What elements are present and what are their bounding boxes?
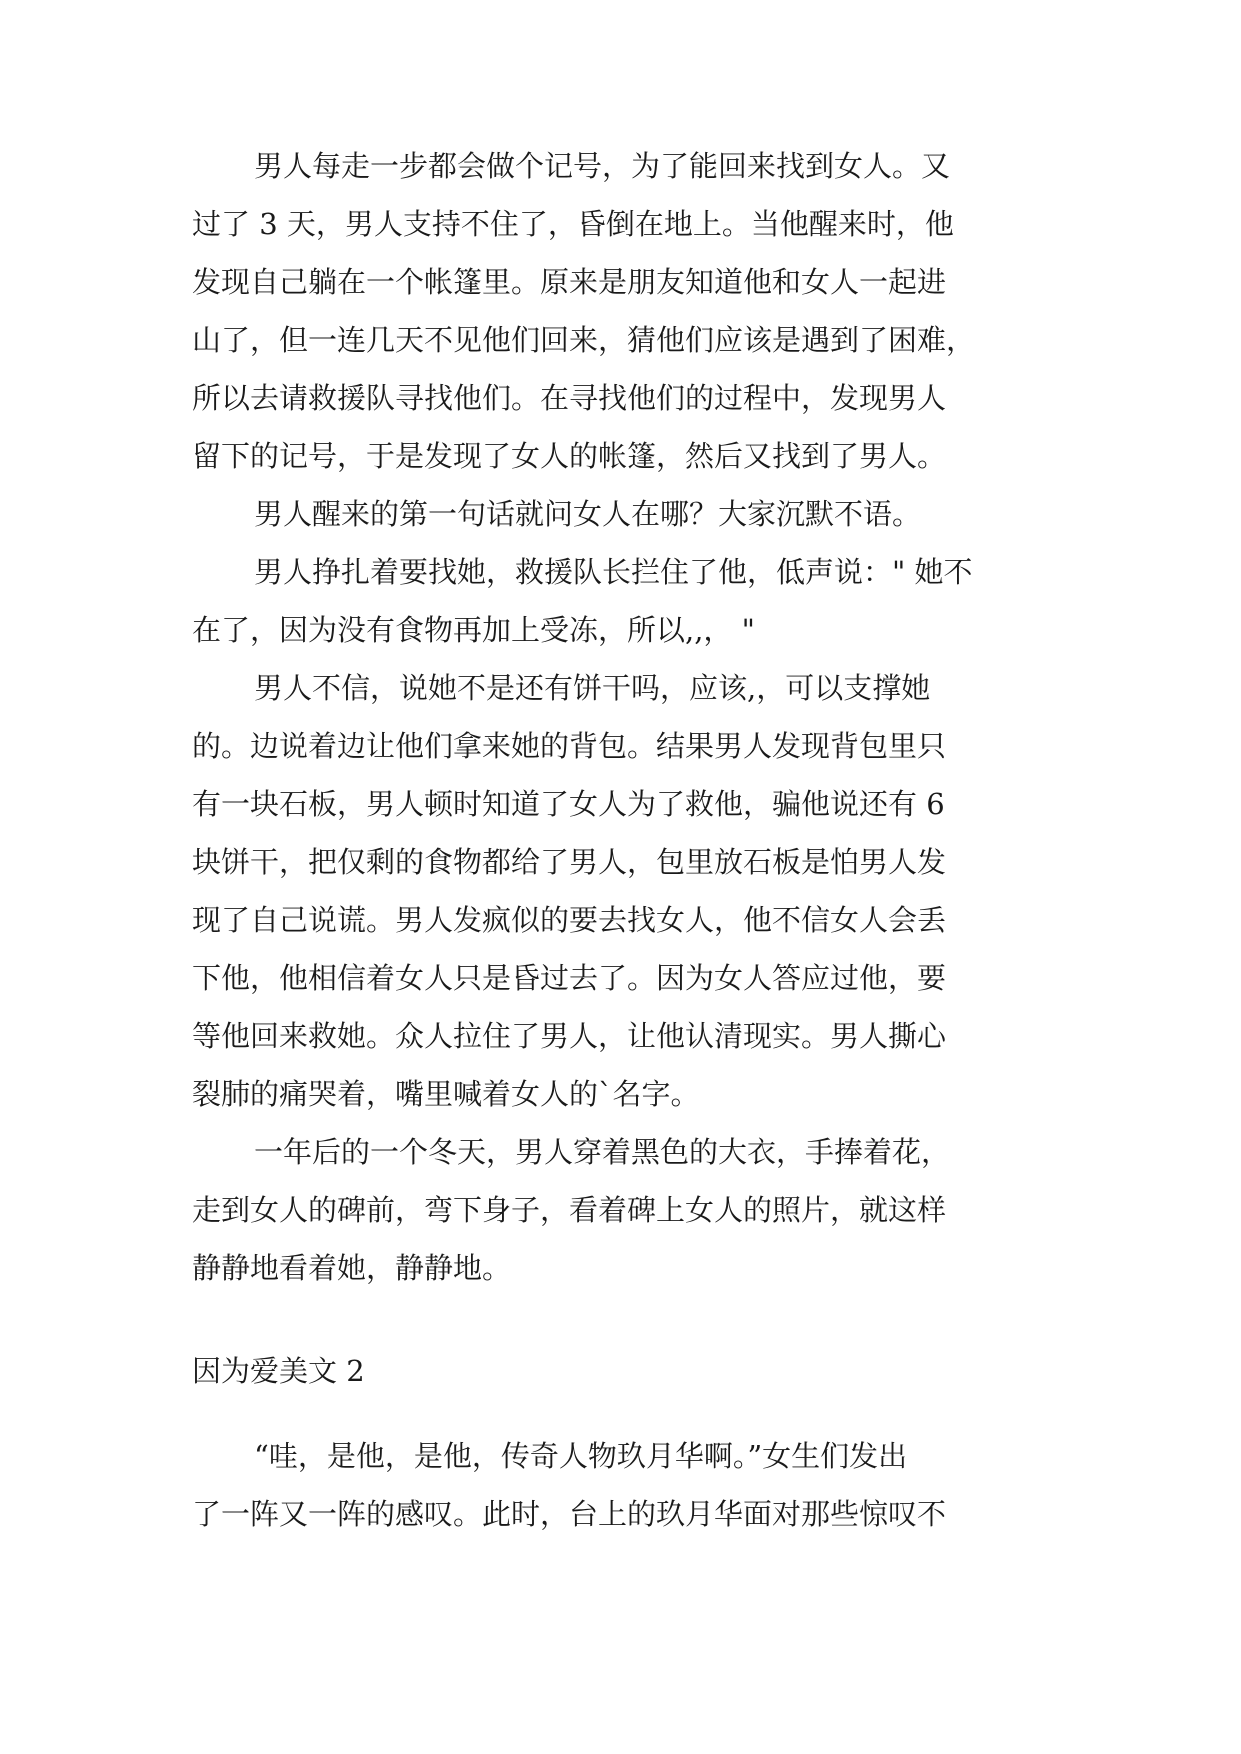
- paragraph-line: 留下的记号，于是发现了女人的帐篷，然后又找到了男人。: [192, 439, 947, 473]
- story-text-block-2: [192, 1427, 1052, 1543]
- paragraph-line: 男人不信，说她不是还有饼干吗，应该,，可以支撑她: [254, 671, 931, 705]
- paragraph-line: 男人醒来的第一句话就问女人在哪？大家沉默不语。: [254, 497, 922, 531]
- paragraph-line: 过了 3 天，男人支持不住了，昏倒在地上。当他醒来时，他: [192, 207, 954, 241]
- paragraph-line: 块饼干，把仅剩的食物都给了男人，包里放石板是怕男人发: [192, 845, 947, 879]
- paragraph-line: 一年后的一个冬天，男人穿着黑色的大衣，手捧着花，: [254, 1135, 951, 1169]
- paragraph-line: 有一块石板，男人顿时知道了女人为了救他，骗他说还有 6: [192, 787, 945, 821]
- paragraph-line: 裂肺的痛哭着，嘴里喊着女人的`名字。: [192, 1077, 700, 1111]
- paragraph-line: 发现自己躺在一个帐篷里。原来是朋友知道他和女人一起进: [192, 265, 947, 299]
- paragraph-line: 所以去请救援队寻找他们。在寻找他们的过程中，发现男人: [192, 381, 947, 415]
- paragraph-line: 静静地看着她，静静地。: [192, 1251, 512, 1285]
- section-heading: 因为爱美文 2: [192, 1354, 365, 1388]
- paragraph-line: 现了自己说谎。男人发疯似的要去找女人，他不信女人会丢: [192, 903, 947, 937]
- paragraph-line: 山了，但一连几天不见他们回来，猜他们应该是遇到了困难，: [192, 323, 976, 357]
- paragraph-line: 走到女人的碑前，弯下身子，看着碑上女人的照片，就这样: [192, 1193, 947, 1227]
- paragraph-line: 男人挣扎着要找她，救援队长拦住了他，低声说：" 她不: [254, 555, 973, 589]
- paragraph-line: “哇，是他，是他，传奇人物玖月华啊。”女生们发出: [254, 1439, 908, 1473]
- paragraph-line: 在了，因为没有食物再加上受冻，所以,,， ": [192, 613, 755, 647]
- paragraph-line: 了一阵又一阵的感叹。此时，台上的玖月华面对那些惊叹不: [192, 1497, 947, 1531]
- paragraph-line: 男人每走一步都会做个记号，为了能回来找到女人。又: [254, 149, 951, 183]
- paragraph-line: 的。边说着边让他们拿来她的背包。结果男人发现背包里只: [192, 729, 947, 763]
- story-text-block: [192, 137, 1052, 1297]
- paragraph-line: 等他回来救她。众人拉住了男人，让他认清现实。男人撕心: [192, 1019, 947, 1053]
- paragraph-line: 下他，他相信着女人只是昏过去了。因为女人答应过他，要: [192, 961, 947, 995]
